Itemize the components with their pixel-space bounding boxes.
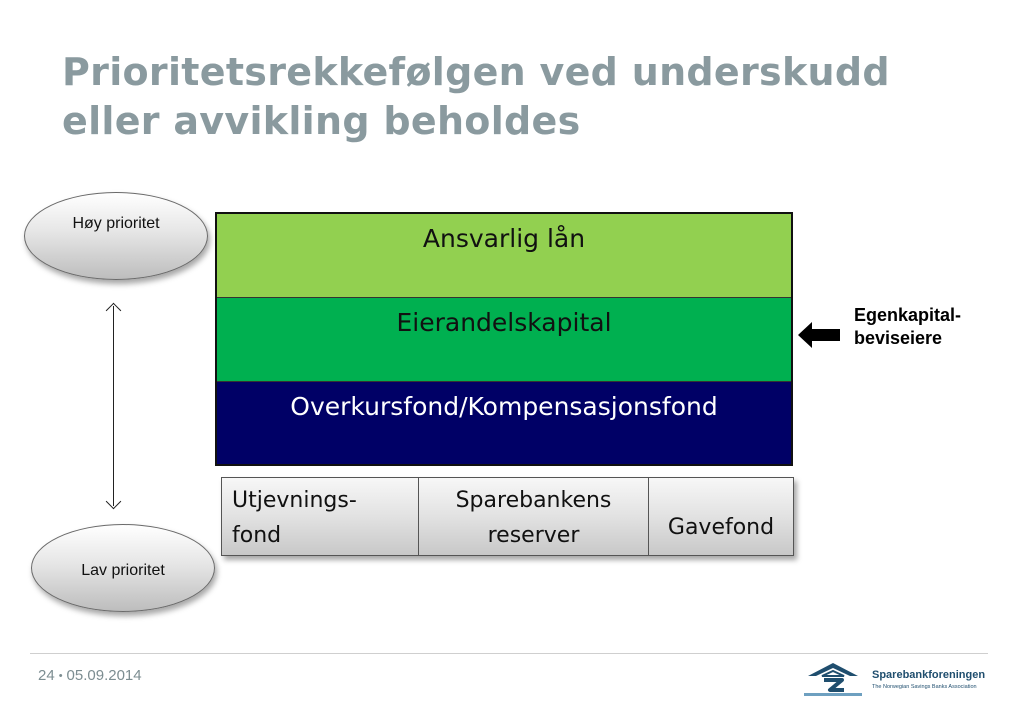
low-priority-oval	[31, 524, 215, 612]
layer-label: Ansvarlig lån	[422, 224, 586, 253]
capital-stack	[215, 212, 793, 466]
layer-label: Eierandelskapital	[396, 308, 612, 337]
cell-line: Gavefond	[667, 515, 775, 540]
low-priority-label: Lav prioritet	[81, 562, 165, 579]
layer-label: Overkursfond/Kompensasjonsfond	[290, 392, 718, 421]
layer-equity-capital	[217, 298, 791, 382]
cell-line: Sparebankens	[455, 488, 612, 513]
high-priority-oval	[24, 192, 208, 280]
sparebankforeningen-logo-icon	[800, 660, 866, 700]
priority-double-arrow	[113, 306, 114, 506]
high-priority-label: Høy prioritet	[72, 215, 160, 232]
footer-divider	[30, 653, 988, 654]
title-line-2: eller avvikling beholdes	[62, 99, 581, 143]
cell-line: Utjevnings-	[232, 488, 357, 513]
footer	[38, 667, 142, 684]
reserves-table	[221, 477, 794, 556]
page-number: 24	[38, 667, 55, 684]
title-line-1: Prioritetsrekkefølgen ved underskudd	[62, 50, 890, 94]
layer-subordinated-loan	[217, 214, 791, 298]
equity-holders-label	[854, 304, 1014, 350]
slide-title	[62, 48, 1002, 146]
arrow-up-icon	[106, 303, 122, 319]
footer-separator: •	[58, 670, 63, 682]
reserve-cell-bank-reserves	[419, 478, 649, 555]
cell-line: fond	[232, 523, 282, 548]
footer-date: 05.09.2014	[66, 667, 142, 684]
reserve-cell-gift-fund	[649, 478, 793, 555]
layer-premium-fund	[217, 382, 791, 464]
reserve-cell-equalization-fund	[222, 478, 419, 555]
equity-holders-line-2: beviseiere	[854, 328, 943, 348]
equity-holders-line-1: Egenkapital-	[854, 305, 962, 325]
logo-subtitle: The Norwegian Savings Banks Association	[872, 684, 977, 690]
arrow-left-icon	[798, 322, 840, 348]
logo-name: Sparebankforeningen	[872, 669, 986, 681]
cell-line: reserver	[487, 523, 580, 548]
arrow-down-icon	[106, 494, 122, 510]
